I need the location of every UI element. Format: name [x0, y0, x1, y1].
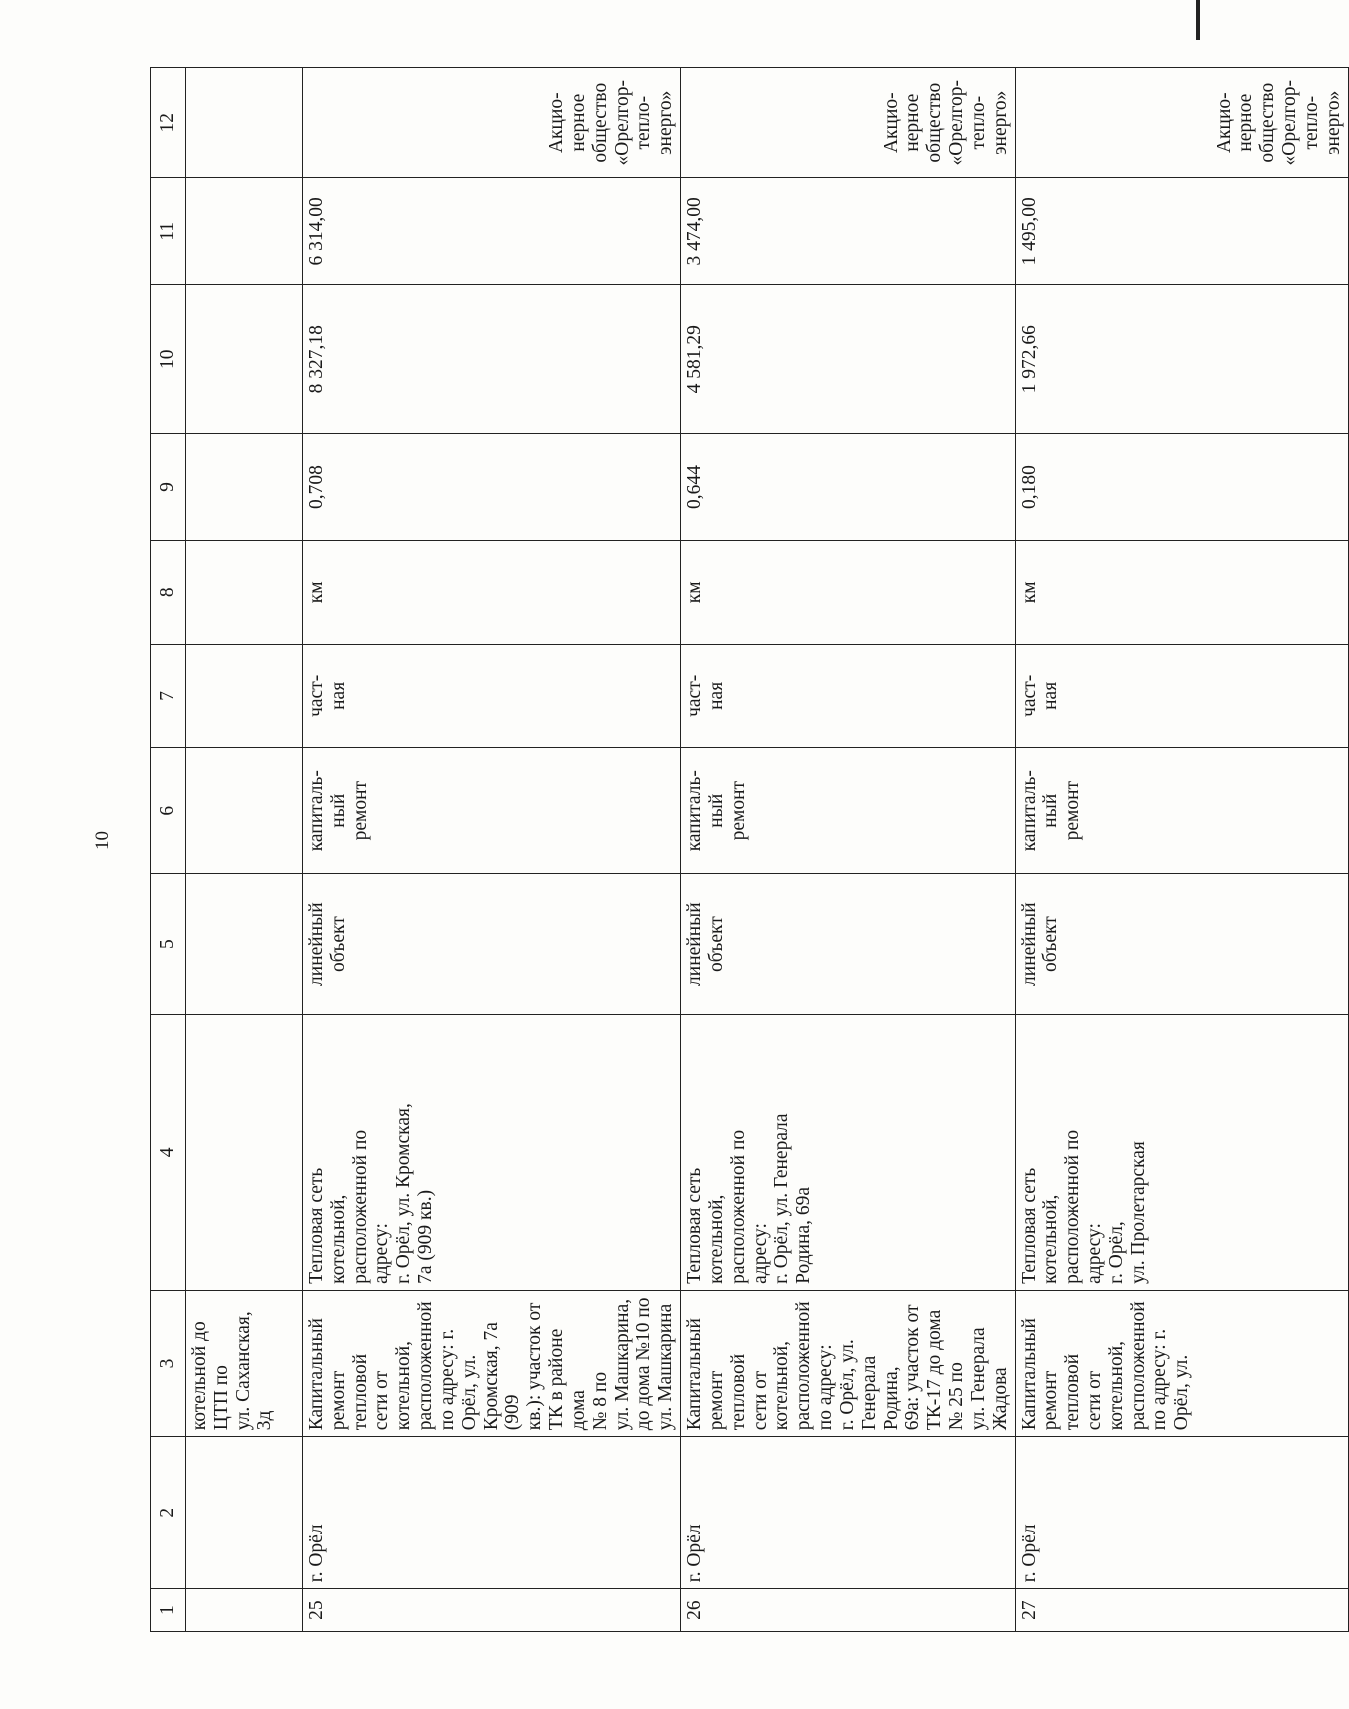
text-line: ная [1040, 681, 1062, 710]
text-line: котельной, [327, 1194, 349, 1284]
text-line: нерное [1235, 93, 1257, 152]
object-type-cell [1015, 874, 1348, 1015]
object-type-cell [681, 874, 1015, 1015]
city-cell: г. Орёл [1015, 1437, 1348, 1589]
text-line: ремонт [727, 780, 749, 841]
rotated-table-container [150, 67, 1344, 1632]
text-line: част- [1018, 674, 1040, 717]
text-line: ул. Генерала [967, 1327, 989, 1431]
page-number: 10 [92, 831, 113, 850]
city-cell: г. Орёл [303, 1437, 681, 1589]
text-line: линейный [306, 902, 327, 986]
text-line: расположенной [415, 1301, 437, 1431]
text-line: ный [327, 793, 349, 828]
text-line: Тепловая сеть [684, 1167, 706, 1284]
text-line: г. Орёл, ул. [836, 1339, 858, 1431]
text-line: Генерала Родина, [858, 1355, 902, 1431]
text-line: линейный [1018, 902, 1040, 986]
text-line: «Орелгор- [1279, 79, 1301, 166]
text-line: сети от котельной, [1083, 1340, 1127, 1431]
text-line: № 8 по [589, 1371, 611, 1431]
text-line: общество [589, 82, 611, 163]
column-number: 3 [151, 1290, 186, 1436]
column-number: 9 [151, 434, 186, 541]
row-number: 25 [303, 1589, 681, 1632]
work-name-cell [1015, 1290, 1348, 1436]
text-line: Орёл, ул. [458, 1354, 480, 1431]
unit-cell: км [681, 540, 1015, 644]
empty-cell [186, 1437, 303, 1589]
text-line: Акцио- [880, 92, 902, 154]
value-cell: 1 495,00 [1015, 178, 1348, 285]
text-line: расположенной по [349, 1129, 371, 1284]
value-cell: 3 474,00 [681, 178, 1015, 285]
length-cell: 0,644 [681, 434, 1015, 541]
text-line: энерго» [989, 90, 1011, 155]
unit-cell: км [303, 540, 681, 644]
repair-works-table [150, 67, 1349, 1632]
text-line: ремонт [349, 780, 371, 841]
text-line: нерное [902, 93, 924, 152]
scan-edge-mark [1196, 0, 1200, 40]
text-line: общество [1257, 82, 1279, 163]
cost-cell: 4 581,29 [681, 285, 1015, 434]
text-line: капиталь- [684, 770, 706, 852]
column-number: 7 [151, 644, 186, 748]
column-number: 11 [151, 178, 186, 285]
text-line: по адресу: [815, 1344, 837, 1431]
text-line: Тепловая сеть [306, 1167, 327, 1284]
column-number: 5 [151, 874, 186, 1015]
text-line: Орёл, ул. [1171, 1354, 1193, 1431]
text-line: г. Орёл, ул. Кромская, [393, 1103, 415, 1284]
text-line: расположенной [793, 1301, 815, 1431]
row-number: 27 [1015, 1589, 1348, 1632]
empty-cell [186, 1014, 303, 1290]
empty-cell [186, 68, 303, 178]
text-line: сети от котельной, [371, 1340, 415, 1431]
table-row [681, 68, 1015, 1632]
text-line: энерго» [655, 90, 677, 155]
text-line: расположенной по [1062, 1129, 1084, 1284]
text-line: ная [327, 681, 349, 710]
column-number: 6 [151, 748, 186, 874]
unit-cell: км [1015, 540, 1348, 644]
text-line: нерное [567, 93, 589, 152]
text-line: тепло- [633, 95, 655, 150]
text-line: адресу: [371, 1223, 393, 1284]
column-number: 12 [151, 68, 186, 178]
ownership-cell [303, 644, 681, 748]
cost-cell: 8 327,18 [303, 285, 681, 434]
table-row [1015, 68, 1348, 1632]
text-line: ул. Саханская, 3д [232, 1311, 276, 1431]
text-line: г. Орёл, ул. Генерала [771, 1113, 793, 1284]
text-line: Жадова [989, 1367, 1011, 1431]
text-line: ный [1040, 793, 1062, 828]
empty-cell [186, 178, 303, 285]
text-line: капиталь- [306, 770, 327, 852]
city-cell: г. Орёл [681, 1437, 1015, 1589]
empty-cell [186, 748, 303, 874]
empty-cell [186, 644, 303, 748]
text-line: по адресу: г. [436, 1328, 458, 1431]
text-line: объект [1040, 916, 1062, 972]
text-line: част- [684, 674, 706, 717]
text-line: ул. Машкарина [655, 1303, 677, 1431]
work-type-cell [303, 748, 681, 874]
text-line: линейный [684, 902, 706, 986]
text-line: расположенной по [727, 1129, 749, 1284]
length-cell: 0,180 [1015, 434, 1348, 541]
text-line: объект [327, 916, 349, 972]
work-type-cell [1015, 748, 1348, 874]
text-line: Акцио- [546, 92, 568, 154]
text-line: тепло- [967, 95, 989, 150]
empty-cell [186, 874, 303, 1015]
organization-cell [303, 68, 681, 178]
text-line: расположенной [1127, 1301, 1149, 1431]
object-type-cell [303, 874, 681, 1015]
text-line: котельной до [189, 1321, 210, 1431]
text-line: котельной, [705, 1194, 727, 1284]
text-line: ремонт тепловой [1040, 1353, 1084, 1431]
empty-cell [186, 434, 303, 541]
table-row [303, 68, 681, 1632]
empty-cell [186, 540, 303, 644]
text-line: Капитальный [684, 1318, 706, 1431]
text-line: ЦТП по [210, 1365, 232, 1431]
continuation-row [186, 68, 303, 1632]
object-cell [303, 1014, 681, 1290]
text-line: «Орелгор- [946, 79, 968, 166]
empty-cell [186, 285, 303, 434]
text-line: част- [306, 674, 327, 717]
ownership-cell [1015, 644, 1348, 748]
ownership-cell [681, 644, 1015, 748]
organization-cell [1015, 68, 1348, 178]
text-line: ТК в районе дома [546, 1328, 589, 1431]
text-line: капиталь- [1018, 770, 1040, 852]
text-line: адресу: [749, 1223, 771, 1284]
row-number: 26 [681, 1589, 1015, 1632]
column-number: 4 [151, 1014, 186, 1290]
text-line: кв.): участок от [524, 1302, 546, 1431]
empty-cell [186, 1589, 303, 1632]
object-cell [1015, 1014, 1348, 1290]
value-cell: 6 314,00 [303, 178, 681, 285]
organization-cell [681, 68, 1015, 178]
text-line: ремонт тепловой [705, 1353, 749, 1431]
length-cell: 0,708 [303, 434, 681, 541]
text-line: ул. Пролетарская [1127, 1141, 1149, 1284]
text-line: «Орелгор- [611, 79, 633, 166]
cost-cell: 1 972,66 [1015, 285, 1348, 434]
text-line: Тепловая сеть [1018, 1167, 1040, 1284]
text-line: по адресу: г. [1149, 1328, 1171, 1431]
text-line: ная [705, 681, 727, 710]
text-line: Акцио- [1213, 92, 1235, 154]
column-number: 8 [151, 540, 186, 644]
text-line: Капитальный [306, 1318, 327, 1431]
text-line: ТК-17 до дома [924, 1309, 946, 1431]
text-line: энерго» [1322, 90, 1344, 155]
text-line: сети от котельной, [749, 1340, 793, 1431]
text-line: 69а: участок от [902, 1304, 924, 1431]
column-number: 1 [151, 1589, 186, 1632]
column-number-row [151, 68, 186, 1632]
text-line: объект [705, 916, 727, 972]
text-line: Капитальный [1018, 1318, 1040, 1431]
continuation-text [186, 1290, 303, 1436]
object-cell [681, 1014, 1015, 1290]
work-type-cell [681, 748, 1015, 874]
column-number: 2 [151, 1437, 186, 1589]
text-line: Родина, 69а [793, 1186, 815, 1284]
text-line: № 25 по [946, 1362, 968, 1431]
text-line: ремонт тепловой [327, 1353, 371, 1431]
text-line: г. Орёл, [1105, 1221, 1127, 1284]
work-name-cell [681, 1290, 1015, 1436]
text-line: тепло- [1300, 95, 1322, 150]
text-line: 7а (909 кв.) [415, 1189, 437, 1284]
text-line: адресу: [1083, 1223, 1105, 1284]
text-line: до дома №10 по [633, 1297, 655, 1431]
text-line: ул. Машкарина, [611, 1298, 633, 1431]
text-line: ремонт [1062, 780, 1084, 841]
text-line: ный [705, 793, 727, 828]
work-name-cell [303, 1290, 681, 1436]
text-line: Кромская, 7а (909 [480, 1322, 524, 1431]
text-line: котельной, [1040, 1194, 1062, 1284]
text-line: общество [924, 82, 946, 163]
column-number: 10 [151, 285, 186, 434]
